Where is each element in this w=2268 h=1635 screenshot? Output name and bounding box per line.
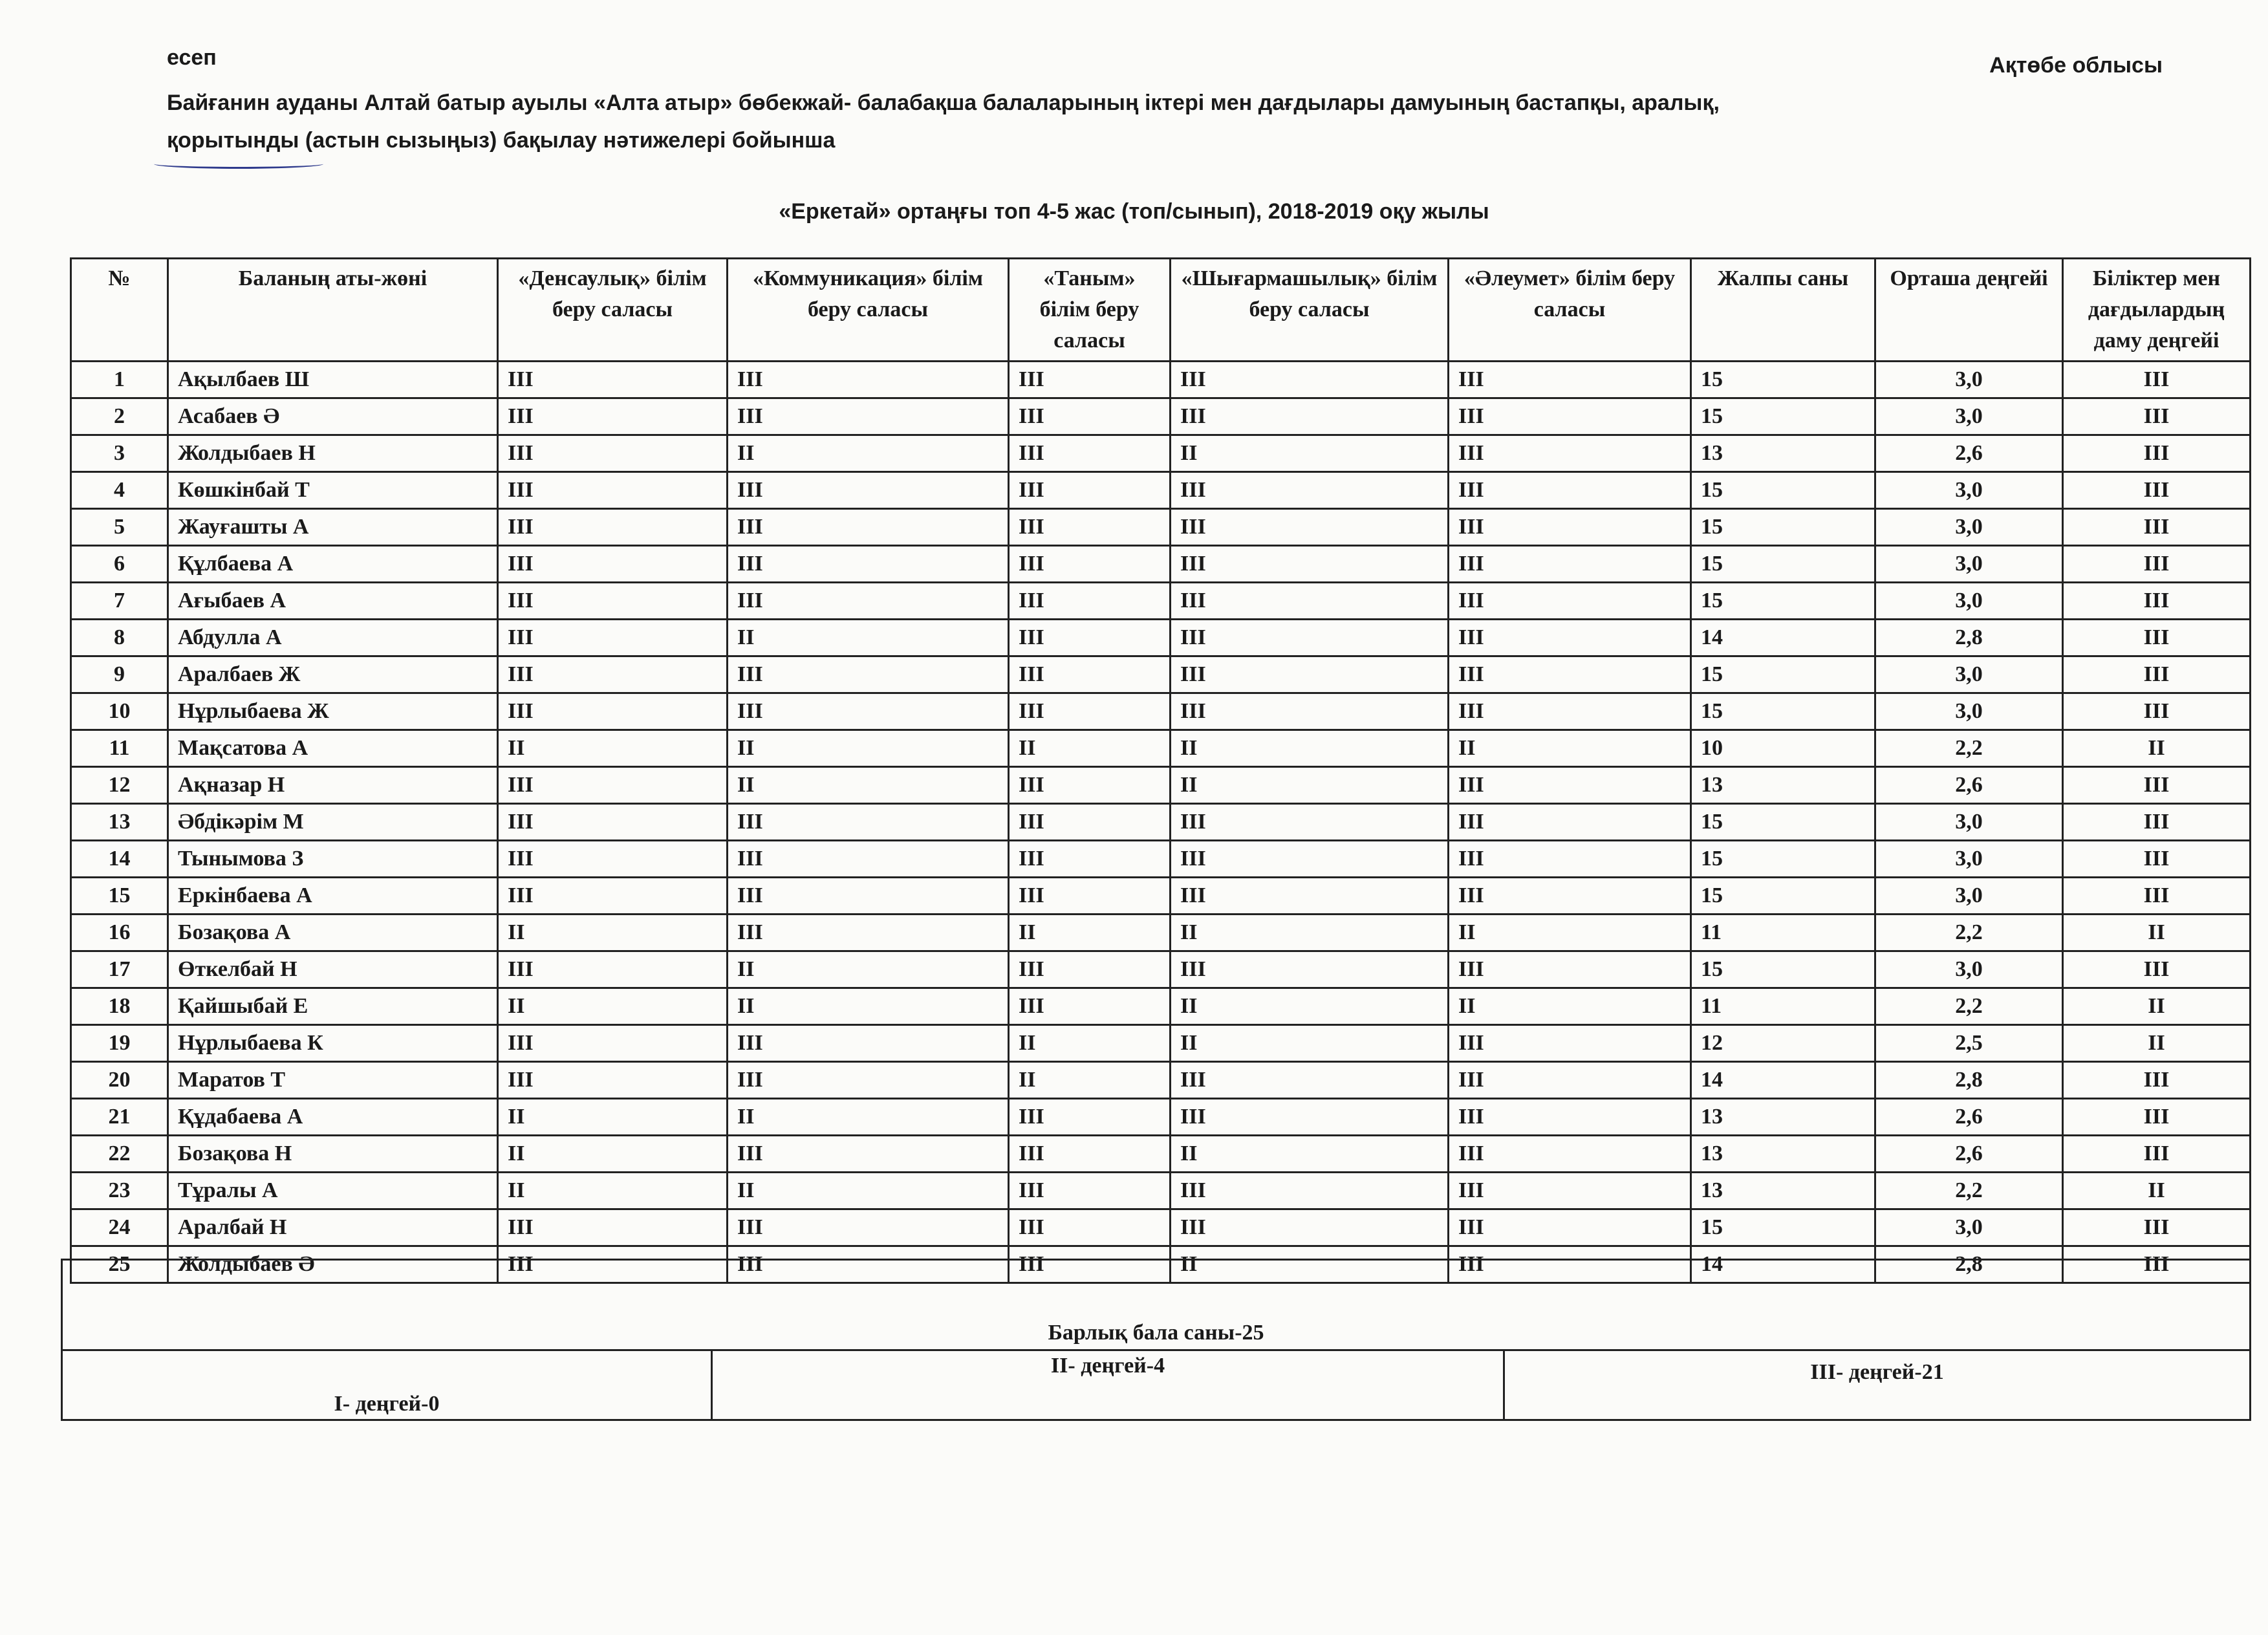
average-level: 2,2 <box>1875 915 2063 951</box>
row-number: 2 <box>71 398 168 435</box>
communication-level: II <box>728 767 1009 804</box>
cognition-level: III <box>1009 804 1171 841</box>
row-number: 10 <box>71 693 168 730</box>
child-name: Қайшыбай Е <box>168 988 498 1025</box>
cognition-level: III <box>1009 1136 1171 1173</box>
health-level: III <box>498 767 728 804</box>
total-score: 11 <box>1691 915 1875 951</box>
social-level: III <box>1449 1246 1691 1283</box>
cognition-level: III <box>1009 878 1171 915</box>
cognition-level: II <box>1009 1025 1171 1062</box>
total-score: 15 <box>1691 951 1875 988</box>
average-level: 2,8 <box>1875 1246 2063 1283</box>
social-level: III <box>1449 362 1691 398</box>
row-number: 20 <box>71 1062 168 1099</box>
communication-level: III <box>728 915 1009 951</box>
health-level: II <box>498 1099 728 1136</box>
social-level: III <box>1449 583 1691 620</box>
table-row <box>71 1209 2251 1246</box>
row-number: 17 <box>71 951 168 988</box>
cognition-level: III <box>1009 620 1171 656</box>
table-row <box>71 656 2251 693</box>
development-level: III <box>2063 841 2251 878</box>
communication-level: II <box>728 1099 1009 1136</box>
row-number: 8 <box>71 620 168 656</box>
social-level: II <box>1449 730 1691 767</box>
creativity-level: III <box>1171 878 1449 915</box>
creativity-level: III <box>1171 583 1449 620</box>
health-level: III <box>498 546 728 583</box>
cognition-level: III <box>1009 398 1171 435</box>
cognition-level: III <box>1009 1209 1171 1246</box>
cognition-level: III <box>1009 1099 1171 1136</box>
table-row <box>71 546 2251 583</box>
average-level: 3,0 <box>1875 693 2063 730</box>
communication-level: III <box>728 1025 1009 1062</box>
communication-level: III <box>728 546 1009 583</box>
table-row <box>71 693 2251 730</box>
development-level: III <box>2063 656 2251 693</box>
total-score: 12 <box>1691 1025 1875 1062</box>
communication-level: III <box>728 693 1009 730</box>
communication-level: II <box>728 1173 1009 1209</box>
average-level: 2,6 <box>1875 1099 2063 1136</box>
level-2-count: II- деңгей-4 <box>712 1350 1504 1420</box>
cognition-level: III <box>1009 841 1171 878</box>
child-name: Әбдікәрім М <box>168 804 498 841</box>
creativity-level: III <box>1171 1173 1449 1209</box>
child-name: Өткелбай Н <box>168 951 498 988</box>
table-row <box>71 362 2251 398</box>
development-level: II <box>2063 1173 2251 1209</box>
social-level: III <box>1449 620 1691 656</box>
creativity-level: III <box>1171 509 1449 546</box>
table-row <box>71 1099 2251 1136</box>
total-score: 15 <box>1691 583 1875 620</box>
social-level: III <box>1449 841 1691 878</box>
creativity-level: II <box>1171 1025 1449 1062</box>
level-1-count: I- деңгей-0 <box>62 1350 712 1420</box>
total-score: 15 <box>1691 398 1875 435</box>
cognition-level: III <box>1009 546 1171 583</box>
col-header-level: Біліктер мен дағдылардың даму деңгейі <box>2063 259 2251 362</box>
health-level: III <box>498 1209 728 1246</box>
average-level: 3,0 <box>1875 656 2063 693</box>
average-level: 3,0 <box>1875 546 2063 583</box>
cognition-level: III <box>1009 693 1171 730</box>
col-header-name: Баланың аты-жөні <box>168 259 498 362</box>
child-name: Ақназар Н <box>168 767 498 804</box>
table-row <box>71 951 2251 988</box>
social-level: III <box>1449 472 1691 509</box>
region-label: Ақтөбе облысы <box>1989 53 2163 78</box>
health-level: III <box>498 841 728 878</box>
cognition-level: III <box>1009 472 1171 509</box>
average-level: 3,0 <box>1875 472 2063 509</box>
total-score: 15 <box>1691 362 1875 398</box>
row-number: 14 <box>71 841 168 878</box>
creativity-level: III <box>1171 546 1449 583</box>
total-score: 15 <box>1691 472 1875 509</box>
development-level: III <box>2063 1136 2251 1173</box>
row-number: 15 <box>71 878 168 915</box>
social-level: III <box>1449 509 1691 546</box>
communication-level: II <box>728 435 1009 472</box>
col-header-creativity: «Шығармашылық» білім беру саласы <box>1171 259 1449 362</box>
social-level: III <box>1449 656 1691 693</box>
communication-level: III <box>728 362 1009 398</box>
row-number: 4 <box>71 472 168 509</box>
results-table <box>70 257 2251 1284</box>
total-score: 15 <box>1691 841 1875 878</box>
row-number: 13 <box>71 804 168 841</box>
table-row <box>71 583 2251 620</box>
communication-level: II <box>728 988 1009 1025</box>
average-level: 3,0 <box>1875 509 2063 546</box>
child-name: Асабаев Ә <box>168 398 498 435</box>
child-name: Құдабаева А <box>168 1099 498 1136</box>
creativity-level: II <box>1171 767 1449 804</box>
development-level: II <box>2063 915 2251 951</box>
communication-level: III <box>728 583 1009 620</box>
creativity-level: III <box>1171 1209 1449 1246</box>
cognition-level: III <box>1009 951 1171 988</box>
development-level: III <box>2063 1062 2251 1099</box>
child-name: Ағыбаев А <box>168 583 498 620</box>
communication-level: III <box>728 472 1009 509</box>
doc-title-line2: қорытынды (астын сызыңыз) бақылау нәтижелері бойынша <box>167 128 836 153</box>
health-level: II <box>498 1173 728 1209</box>
communication-level: III <box>728 509 1009 546</box>
average-level: 3,0 <box>1875 362 2063 398</box>
communication-level: II <box>728 620 1009 656</box>
creativity-level: III <box>1171 693 1449 730</box>
social-level: III <box>1449 767 1691 804</box>
social-level: III <box>1449 435 1691 472</box>
child-name: Жолдыбаев Ә <box>168 1246 498 1283</box>
table-row <box>71 767 2251 804</box>
cognition-level: III <box>1009 1173 1171 1209</box>
creativity-level: II <box>1171 435 1449 472</box>
development-level: III <box>2063 804 2251 841</box>
total-score: 13 <box>1691 767 1875 804</box>
child-name: Бозақова А <box>168 915 498 951</box>
health-level: III <box>498 1246 728 1283</box>
creativity-level: III <box>1171 951 1449 988</box>
development-level: III <box>2063 509 2251 546</box>
total-score: 15 <box>1691 693 1875 730</box>
communication-level: II <box>728 951 1009 988</box>
row-number: 3 <box>71 435 168 472</box>
table-row <box>71 1025 2251 1062</box>
table-header-row <box>71 259 2251 362</box>
development-level: III <box>2063 435 2251 472</box>
creativity-level: III <box>1171 841 1449 878</box>
row-number: 25 <box>71 1246 168 1283</box>
table-row <box>71 1062 2251 1099</box>
child-name: Ақылбаев Ш <box>168 362 498 398</box>
health-level: III <box>498 398 728 435</box>
health-level: III <box>498 1025 728 1062</box>
health-level: II <box>498 730 728 767</box>
health-level: III <box>498 583 728 620</box>
communication-level: III <box>728 841 1009 878</box>
col-header-social: «Әлеумет» білім беру саласы <box>1449 259 1691 362</box>
child-name: Аралбаев Ж <box>168 656 498 693</box>
creativity-level: II <box>1171 730 1449 767</box>
table-row <box>71 620 2251 656</box>
total-score: 15 <box>1691 509 1875 546</box>
average-level: 3,0 <box>1875 951 2063 988</box>
table-row <box>71 841 2251 878</box>
table-row <box>71 988 2251 1025</box>
total-score: 14 <box>1691 1062 1875 1099</box>
communication-level: III <box>728 1062 1009 1099</box>
row-number: 1 <box>71 362 168 398</box>
development-level: II <box>2063 730 2251 767</box>
row-number: 24 <box>71 1209 168 1246</box>
doc-title-line1: Байғанин ауданы Алтай батыр ауылы «Алта атыр» бөбекжай- балабақша балаларының іктері мен дағдылары дамуының бастапқы, аралық, <box>167 91 1720 115</box>
social-level: III <box>1449 546 1691 583</box>
child-name: Жауғашты А <box>168 509 498 546</box>
table-row <box>71 472 2251 509</box>
cognition-level: II <box>1009 915 1171 951</box>
social-level: III <box>1449 693 1691 730</box>
row-number: 6 <box>71 546 168 583</box>
communication-level: II <box>728 730 1009 767</box>
health-level: III <box>498 1062 728 1099</box>
child-name: Тұралы А <box>168 1173 498 1209</box>
table-row <box>71 1173 2251 1209</box>
total-score: 15 <box>1691 546 1875 583</box>
child-name: Еркінбаева А <box>168 878 498 915</box>
total-children: Барлық бала саны-25 <box>62 1260 2251 1350</box>
table-row <box>71 915 2251 951</box>
development-level: III <box>2063 583 2251 620</box>
cognition-level: III <box>1009 509 1171 546</box>
social-level: II <box>1449 988 1691 1025</box>
creativity-level: III <box>1171 1099 1449 1136</box>
development-level: III <box>2063 693 2251 730</box>
creativity-level: III <box>1171 362 1449 398</box>
communication-level: III <box>728 1136 1009 1173</box>
communication-level: III <box>728 656 1009 693</box>
development-level: II <box>2063 1025 2251 1062</box>
creativity-level: II <box>1171 1136 1449 1173</box>
col-header-num: № <box>71 259 168 362</box>
average-level: 2,8 <box>1875 1062 2063 1099</box>
average-level: 3,0 <box>1875 583 2063 620</box>
row-number: 11 <box>71 730 168 767</box>
development-level: III <box>2063 951 2251 988</box>
social-level: III <box>1449 398 1691 435</box>
health-level: III <box>498 656 728 693</box>
row-number: 12 <box>71 767 168 804</box>
total-score: 14 <box>1691 1246 1875 1283</box>
health-level: III <box>498 878 728 915</box>
total-score: 13 <box>1691 1136 1875 1173</box>
table-row <box>71 398 2251 435</box>
row-number: 5 <box>71 509 168 546</box>
communication-level: III <box>728 398 1009 435</box>
social-level: III <box>1449 1025 1691 1062</box>
cognition-level: II <box>1009 730 1171 767</box>
table-row <box>71 435 2251 472</box>
col-header-total: Жалпы саны <box>1691 259 1875 362</box>
total-score: 13 <box>1691 1099 1875 1136</box>
average-level: 2,8 <box>1875 620 2063 656</box>
health-level: III <box>498 693 728 730</box>
cognition-level: III <box>1009 1246 1171 1283</box>
cognition-level: III <box>1009 362 1171 398</box>
communication-level: III <box>728 878 1009 915</box>
health-level: II <box>498 1136 728 1173</box>
total-score: 13 <box>1691 435 1875 472</box>
development-level: II <box>2063 988 2251 1025</box>
cognition-level: III <box>1009 583 1171 620</box>
social-level: III <box>1449 1062 1691 1099</box>
average-level: 2,6 <box>1875 767 2063 804</box>
creativity-level: III <box>1171 472 1449 509</box>
creativity-level: III <box>1171 620 1449 656</box>
col-header-communication: «Коммуникация» білім беру саласы <box>728 259 1009 362</box>
total-score: 15 <box>1691 1209 1875 1246</box>
table-row <box>71 730 2251 767</box>
doc-label: есеп <box>167 45 217 70</box>
cognition-level: III <box>1009 656 1171 693</box>
col-header-average: Орташа деңгейі <box>1875 259 2063 362</box>
average-level: 2,6 <box>1875 435 2063 472</box>
development-level: III <box>2063 767 2251 804</box>
development-level: III <box>2063 1099 2251 1136</box>
total-score: 13 <box>1691 1173 1875 1209</box>
row-number: 7 <box>71 583 168 620</box>
doc-subtitle: «Еркетай» ортаңғы топ 4-5 жас (топ/сынып), 2018-2019 оқу жылы <box>779 199 1489 224</box>
health-level: III <box>498 435 728 472</box>
total-score: 10 <box>1691 730 1875 767</box>
child-name: Мақсатова А <box>168 730 498 767</box>
total-score: 11 <box>1691 988 1875 1025</box>
social-level: III <box>1449 1136 1691 1173</box>
cognition-level: III <box>1009 435 1171 472</box>
social-level: II <box>1449 915 1691 951</box>
row-number: 16 <box>71 915 168 951</box>
development-level: III <box>2063 620 2251 656</box>
development-level: III <box>2063 546 2251 583</box>
creativity-level: II <box>1171 1246 1449 1283</box>
child-name: Маратов Т <box>168 1062 498 1099</box>
social-level: III <box>1449 804 1691 841</box>
health-level: II <box>498 915 728 951</box>
health-level: II <box>498 988 728 1025</box>
creativity-level: III <box>1171 656 1449 693</box>
row-number: 21 <box>71 1099 168 1136</box>
health-level: III <box>498 362 728 398</box>
social-level: III <box>1449 951 1691 988</box>
table-row <box>71 1136 2251 1173</box>
total-score: 14 <box>1691 620 1875 656</box>
cognition-level: II <box>1009 1062 1171 1099</box>
average-level: 2,2 <box>1875 1173 2063 1209</box>
creativity-level: II <box>1171 915 1449 951</box>
child-name: Абдулла А <box>168 620 498 656</box>
average-level: 3,0 <box>1875 1209 2063 1246</box>
row-number: 18 <box>71 988 168 1025</box>
average-level: 3,0 <box>1875 878 2063 915</box>
row-number: 22 <box>71 1136 168 1173</box>
health-level: III <box>498 620 728 656</box>
social-level: III <box>1449 1209 1691 1246</box>
social-level: III <box>1449 878 1691 915</box>
development-level: III <box>2063 1246 2251 1283</box>
development-level: III <box>2063 878 2251 915</box>
social-level: III <box>1449 1099 1691 1136</box>
average-level: 2,5 <box>1875 1025 2063 1062</box>
creativity-level: III <box>1171 398 1449 435</box>
total-score: 15 <box>1691 656 1875 693</box>
child-name: Нұрлыбаева К <box>168 1025 498 1062</box>
average-level: 2,2 <box>1875 730 2063 767</box>
cognition-level: III <box>1009 767 1171 804</box>
child-name: Аралбай Н <box>168 1209 498 1246</box>
child-name: Құлбаева А <box>168 546 498 583</box>
health-level: III <box>498 804 728 841</box>
summary-table <box>61 1259 2251 1421</box>
cognition-level: III <box>1009 988 1171 1025</box>
communication-level: III <box>728 1246 1009 1283</box>
row-number: 9 <box>71 656 168 693</box>
average-level: 2,6 <box>1875 1136 2063 1173</box>
row-number: 19 <box>71 1025 168 1062</box>
col-header-cognition: «Таным» білім беру саласы <box>1009 259 1171 362</box>
creativity-level: III <box>1171 804 1449 841</box>
creativity-level: II <box>1171 988 1449 1025</box>
average-level: 3,0 <box>1875 398 2063 435</box>
social-level: III <box>1449 1173 1691 1209</box>
table-row <box>71 878 2251 915</box>
col-header-health: «Денсаулық» білім беру саласы <box>498 259 728 362</box>
row-number: 23 <box>71 1173 168 1209</box>
development-level: III <box>2063 1209 2251 1246</box>
total-score: 15 <box>1691 878 1875 915</box>
creativity-level: III <box>1171 1062 1449 1099</box>
total-score: 15 <box>1691 804 1875 841</box>
health-level: III <box>498 472 728 509</box>
average-level: 3,0 <box>1875 841 2063 878</box>
development-level: III <box>2063 398 2251 435</box>
child-name: Бозақова Н <box>168 1136 498 1173</box>
child-name: Тынымова З <box>168 841 498 878</box>
child-name: Көшкінбай Т <box>168 472 498 509</box>
average-level: 2,2 <box>1875 988 2063 1025</box>
health-level: III <box>498 951 728 988</box>
communication-level: III <box>728 1209 1009 1246</box>
development-level: III <box>2063 472 2251 509</box>
health-level: III <box>498 509 728 546</box>
child-name: Жолдыбаев Н <box>168 435 498 472</box>
handwritten-underline <box>154 159 323 169</box>
table-row <box>71 509 2251 546</box>
average-level: 3,0 <box>1875 804 2063 841</box>
child-name: Нұрлыбаева Ж <box>168 693 498 730</box>
level-3-count: III- деңгей-21 <box>1504 1350 2251 1420</box>
table-row <box>71 804 2251 841</box>
communication-level: III <box>728 804 1009 841</box>
development-level: III <box>2063 362 2251 398</box>
